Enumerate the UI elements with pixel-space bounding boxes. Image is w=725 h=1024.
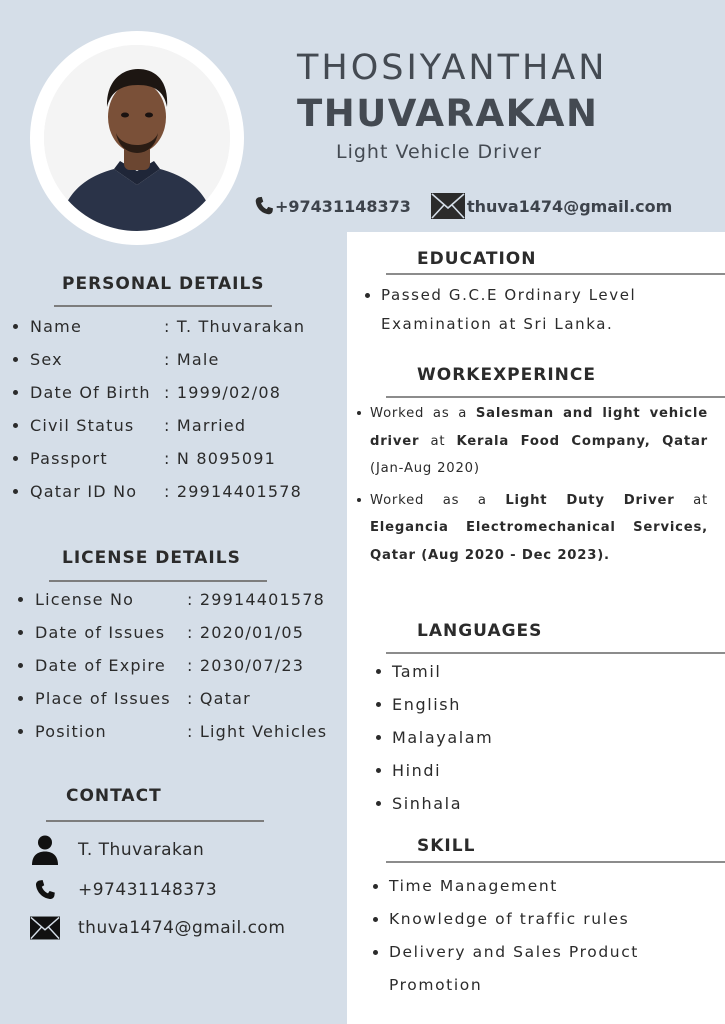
language-item: Sinhala: [392, 787, 493, 820]
education-item: Passed G.C.E Ordinary Level Examination at Sri Lanka.: [381, 281, 641, 339]
profile-photo: [44, 45, 230, 231]
last-name: THUVARAKAN: [297, 92, 599, 135]
personal-detail-row: Name : T. Thuvarakan: [30, 310, 330, 343]
person-portrait-icon: [44, 45, 230, 231]
contact-name-row: [30, 836, 204, 864]
work-experience-heading: WORKEXPERINCE: [417, 365, 596, 385]
mail-icon: [431, 193, 465, 219]
language-item: English: [392, 688, 493, 721]
language-item: Hindi: [392, 754, 493, 787]
education-list: [381, 281, 641, 339]
skill-divider: [386, 861, 725, 863]
license-detail-row: Place of Issues : Qatar: [35, 682, 341, 715]
skill-heading: SKILL: [417, 836, 476, 856]
personal-detail-row: Civil Status : Married: [30, 409, 330, 442]
header-email[interactable]: [431, 193, 672, 219]
work-experience-list: [370, 400, 708, 573]
profile-photo-frame: [30, 31, 244, 245]
license-details-list: [35, 583, 341, 748]
contact-email: thuva1474@gmail.com: [78, 918, 286, 938]
phone-icon: [33, 877, 57, 903]
header-email-text: thuva1474@gmail.com: [467, 196, 673, 216]
languages-divider: [386, 652, 725, 654]
personal-details-divider: [54, 305, 272, 307]
personal-details-heading: PERSONAL DETAILS: [62, 274, 265, 294]
work-experience-divider: [386, 396, 725, 398]
work-item: Worked as a Salesman and light vehicle driver at Kerala Food Company, Qatar (Jan-Aug 2020): [370, 400, 708, 483]
personal-detail-row: Date Of Birth : 1999/02/08: [30, 376, 330, 409]
license-details-divider: [49, 580, 267, 582]
contact-email-row[interactable]: [30, 914, 285, 942]
work-item: Worked as a Light Duty Driver at Elegancia Electromechanical Services, Qatar (Aug 2020 - Dec 2023).: [370, 487, 708, 570]
license-detail-row: License No : 29914401578: [35, 583, 341, 616]
person-icon: [32, 835, 58, 865]
language-item: Tamil: [392, 655, 493, 688]
languages-list: [392, 655, 493, 820]
license-detail-row: Date of Issues : 2020/01/05: [35, 616, 341, 649]
contact-phone: +97431148373: [78, 880, 218, 900]
skill-list: [389, 870, 675, 1002]
personal-detail-row: Passport : N 8095091: [30, 442, 330, 475]
contact-name: T. Thuvarakan: [78, 840, 205, 860]
license-detail-row: Position : Light Vehicles: [35, 715, 341, 748]
education-divider: [386, 273, 725, 275]
languages-heading: LANGUAGES: [417, 621, 543, 641]
personal-detail-row: Sex : Male: [30, 343, 330, 376]
license-details-heading: LICENSE DETAILS: [62, 548, 241, 568]
skill-item: Delivery and Sales Product Promotion: [389, 936, 675, 1002]
contact-heading: CONTACT: [66, 786, 162, 806]
education-heading: EDUCATION: [417, 249, 537, 269]
first-name: THOSIYANTHAN: [297, 48, 608, 88]
contact-divider: [46, 820, 264, 822]
personal-details-list: [30, 310, 330, 508]
personal-detail-row: Qatar ID No : 29914401578: [30, 475, 330, 508]
language-item: Malayalam: [392, 721, 493, 754]
mail-icon: [30, 915, 60, 941]
phone-icon: [253, 193, 275, 219]
job-title: Light Vehicle Driver: [336, 141, 542, 163]
contact-phone-row[interactable]: [30, 876, 217, 904]
license-detail-row: Date of Expire : 2030/07/23: [35, 649, 341, 682]
header-phone[interactable]: [253, 193, 411, 219]
skill-item: Time Management: [389, 870, 675, 903]
skill-item: Knowledge of traffic rules: [389, 903, 675, 936]
header-phone-text: +97431148373: [275, 196, 411, 216]
